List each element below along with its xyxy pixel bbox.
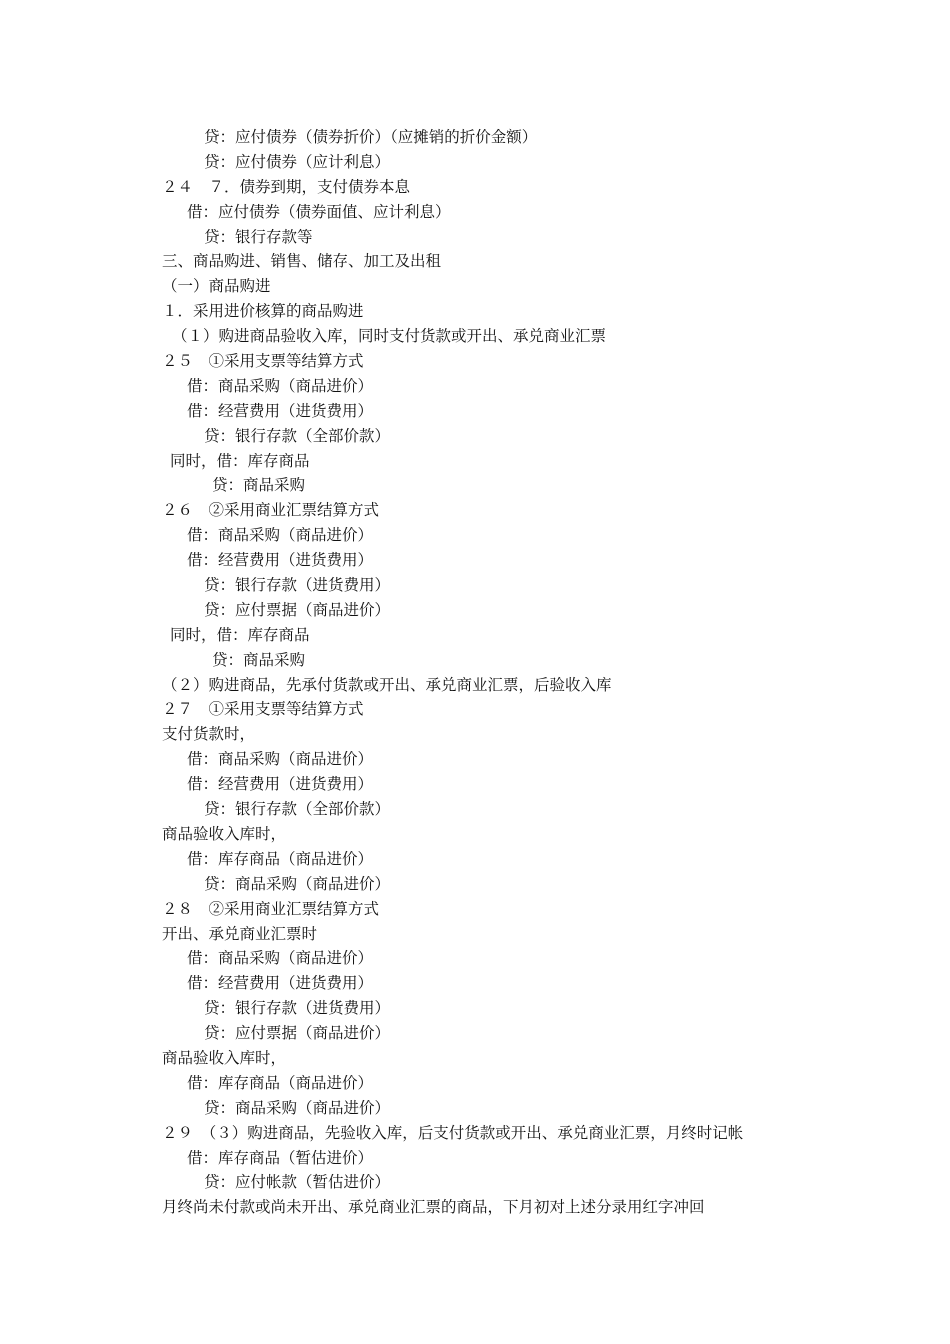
text-line-content: 贷：商品采购 — [212, 650, 306, 669]
text-line — [0, 1170, 950, 1195]
text-line-content: 贷：银行存款（全部价款） — [204, 800, 391, 819]
text-line-content: 借：应付债券（债券面值、应计利息） — [187, 202, 451, 221]
text-line-content: 贷：应付债券（应计利息） — [204, 152, 391, 171]
text-line — [0, 424, 950, 449]
text-line-content: 贷：银行存款（全部价款） — [204, 426, 391, 445]
text-line-content: 开出、承兑商业汇票时 — [162, 924, 318, 943]
text-line — [0, 449, 950, 474]
document-body — [0, 125, 950, 1220]
text-line-content: 贷：应付票据（商品进价） — [204, 1024, 391, 1043]
text-line — [0, 399, 950, 424]
text-line-content: 支付货款时， — [162, 725, 256, 744]
text-line-content: 月终尚未付款或尚未开出、承兑商业汇票的商品，下月初对上述分录用红字冲回 — [162, 1198, 705, 1217]
text-line — [0, 548, 950, 573]
text-line-content: 同时，借：库存商品 — [170, 451, 310, 470]
text-line — [0, 847, 950, 872]
text-line — [0, 225, 950, 250]
text-line-content: 贷：银行存款等 — [204, 227, 313, 246]
text-line — [0, 797, 950, 822]
text-line-content: 贷：商品采购（商品进价） — [204, 1098, 391, 1117]
text-line — [0, 274, 950, 299]
text-line — [0, 1146, 950, 1171]
text-line — [0, 946, 950, 971]
text-line — [0, 747, 950, 772]
text-line-content: 借：经营费用（进货费用） — [187, 974, 374, 993]
text-line-content: ２４ ７．债券到期，支付债券本息 — [162, 177, 411, 196]
text-line — [0, 175, 950, 200]
text-line-content: （１）购进商品验收入库，同时支付货款或开出、承兑商业汇票 — [172, 327, 607, 346]
text-line-content: ２５ ①采用支票等结算方式 — [162, 352, 364, 371]
text-line — [0, 598, 950, 623]
text-line-content: １．采用进价核算的商品购进 — [162, 302, 364, 321]
text-line — [0, 374, 950, 399]
text-line — [0, 299, 950, 324]
text-line-content: 贷：商品采购 — [212, 476, 306, 495]
text-line-content: 借：库存商品（暂估进价） — [187, 1148, 374, 1167]
text-line — [0, 673, 950, 698]
text-line — [0, 1096, 950, 1121]
text-line — [0, 897, 950, 922]
text-line — [0, 623, 950, 648]
text-line — [0, 473, 950, 498]
text-line — [0, 249, 950, 274]
text-line — [0, 872, 950, 897]
text-line — [0, 349, 950, 374]
text-line — [0, 822, 950, 847]
text-line — [0, 722, 950, 747]
text-line-content: 借：库存商品（商品进价） — [187, 849, 374, 868]
text-line — [0, 573, 950, 598]
text-line-content: 借：商品采购（商品进价） — [187, 526, 374, 545]
text-line-content: 借：商品采购（商品进价） — [187, 376, 374, 395]
text-line-content: （一）商品购进 — [162, 277, 271, 296]
text-line — [0, 1021, 950, 1046]
text-line-content: 贷：应付票据（商品进价） — [204, 600, 391, 619]
text-line — [0, 772, 950, 797]
text-line — [0, 200, 950, 225]
text-line-content: （２）购进商品，先承付货款或开出、承兑商业汇票，后验收入库 — [162, 675, 612, 694]
text-line-content: 同时，借：库存商品 — [170, 625, 310, 644]
text-line-content: 贷：应付债券（债券折价）（应摊销的折价金额） — [204, 128, 538, 146]
text-line-content: 商品验收入库时， — [162, 1048, 287, 1067]
text-line-content: ２９ （３）购进商品，先验收入库，后支付货款或开出、承兑商业汇票，月终时记帐 — [162, 1123, 744, 1142]
text-line-content: 三、商品购进、销售、储存、加工及出租 — [162, 252, 442, 271]
text-line — [0, 498, 950, 523]
text-line-content: ２８ ②采用商业汇票结算方式 — [162, 899, 380, 918]
text-line-content: 借：经营费用（进货费用） — [187, 775, 374, 794]
text-line — [0, 523, 950, 548]
text-line — [0, 697, 950, 722]
text-line — [0, 996, 950, 1021]
text-line-content: 借：商品采购（商品进价） — [187, 949, 374, 968]
text-line-content: ２７ ①采用支票等结算方式 — [162, 700, 364, 719]
text-line-content: 借：库存商品（商品进价） — [187, 1073, 374, 1092]
text-line-content: 借：经营费用（进货费用） — [187, 401, 374, 420]
text-line — [0, 1071, 950, 1096]
text-line-content: 借：商品采购（商品进价） — [187, 750, 374, 769]
text-line — [0, 1046, 950, 1071]
text-line — [0, 150, 950, 175]
text-line-content: 贷：银行存款（进货费用） — [204, 576, 391, 595]
text-line — [0, 648, 950, 673]
text-line — [0, 324, 950, 349]
text-line — [0, 1121, 950, 1146]
text-line-content: 贷：商品采购（商品进价） — [204, 874, 391, 893]
text-line-content: 贷：应付帐款（暂估进价） — [204, 1173, 391, 1192]
text-line-content: 商品验收入库时， — [162, 824, 287, 843]
text-line-content: 贷：银行存款（进货费用） — [204, 999, 391, 1018]
text-line — [0, 1195, 950, 1220]
text-line — [0, 125, 950, 150]
text-line — [0, 922, 950, 947]
text-line-content: ２６ ②采用商业汇票结算方式 — [162, 501, 380, 520]
text-line — [0, 971, 950, 996]
text-line-content: 借：经营费用（进货费用） — [187, 551, 374, 570]
